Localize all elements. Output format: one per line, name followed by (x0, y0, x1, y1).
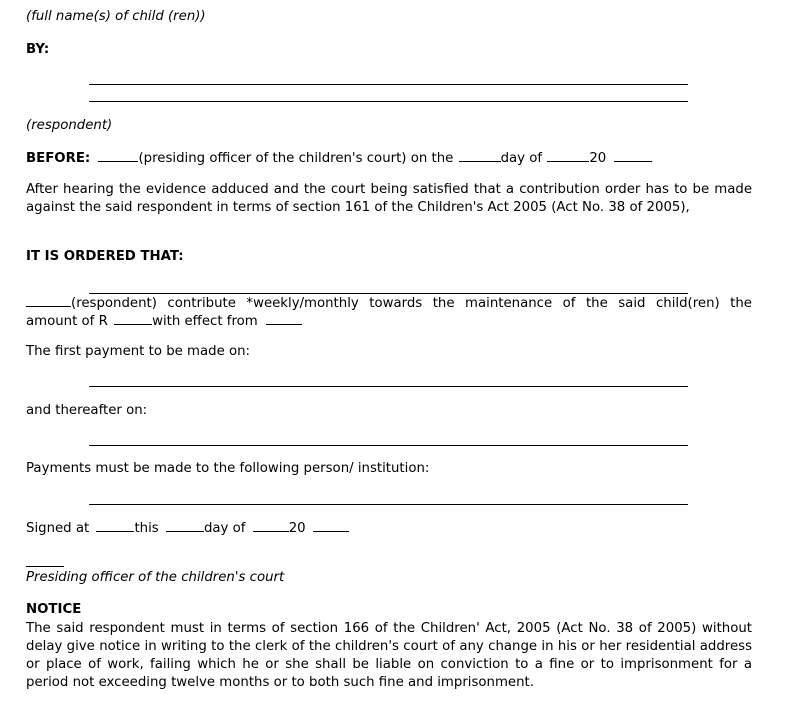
effect-from-label: with effect from (152, 314, 258, 329)
before-day-blank[interactable] (459, 149, 501, 162)
first-payment-line[interactable] (89, 386, 688, 387)
signed-at-label: Signed at (26, 521, 90, 536)
signed-year-blank[interactable] (313, 519, 349, 532)
before-month-blank[interactable] (547, 149, 589, 162)
first-payment-label: The first payment to be made on: (26, 344, 251, 359)
respondent-caption: (respondent) (26, 118, 113, 133)
respondent-name-line-1[interactable] (89, 84, 688, 85)
notice-heading: NOTICE (26, 602, 82, 617)
by-label: BY: (26, 42, 50, 57)
signed-day-of-label: day of (203, 521, 246, 536)
before-label: BEFORE: (26, 151, 91, 166)
contribution-text: (respondent) contribute *weekly/monthly towards the maintenance of the said child(ren) the (71, 296, 752, 311)
ordered-heading: IT IS ORDERED THAT: (26, 249, 184, 264)
signed-line (26, 519, 349, 538)
signed-this-label: this (134, 521, 159, 536)
effect-from-blank[interactable] (266, 312, 302, 325)
signed-place-blank[interactable] (96, 519, 134, 532)
before-day-of-label: day of (500, 151, 543, 166)
signed-month-blank[interactable] (253, 519, 289, 532)
before-year-prefix: 20 (589, 151, 607, 166)
contribution-line-2 (26, 312, 302, 331)
signed-day-blank[interactable] (166, 519, 204, 532)
respondent-name-line-2[interactable] (89, 101, 688, 102)
hearing-paragraph: After hearing the evidence adduced and the court being satisfied that a contribution order has to be made against the said respondent in terms of section 161 of the Children's Act 2005 (Act No. 38 of 2005), (26, 182, 752, 215)
signature-line[interactable] (26, 566, 64, 567)
thereafter-line[interactable] (89, 445, 688, 446)
contribution-respondent-blank[interactable] (26, 294, 71, 307)
contribution-line-1 (26, 294, 752, 313)
amount-blank[interactable] (114, 312, 152, 325)
presiding-officer-blank[interactable] (98, 149, 138, 162)
presiding-officer-caption: Presiding officer of the children's court (26, 570, 285, 585)
payments-to-label: Payments must be made to the following person/ institution: (26, 461, 430, 476)
amount-label: amount of R (26, 314, 108, 329)
presiding-officer-text: (presiding officer of the children's court) on the (138, 151, 454, 166)
payments-to-line[interactable] (89, 504, 688, 505)
before-line (26, 149, 652, 168)
child-name-caption: (full name(s) of child (ren)) (26, 9, 206, 24)
before-year-blank[interactable] (614, 149, 652, 162)
thereafter-label: and thereafter on: (26, 403, 148, 418)
signed-year-prefix: 20 (288, 521, 306, 536)
notice-body: The said respondent must in terms of section 166 of the Children' Act, 2005 (Act No. 38 of 2005) without delay give notice in writing to the clerk of the children's court of any change in his or her residential address or place of work, failing which he or she shall be liable on conviction to a fine or to imprisonment for a period not exceeding twelve months or to both such fine and imprisonment. (26, 621, 752, 690)
